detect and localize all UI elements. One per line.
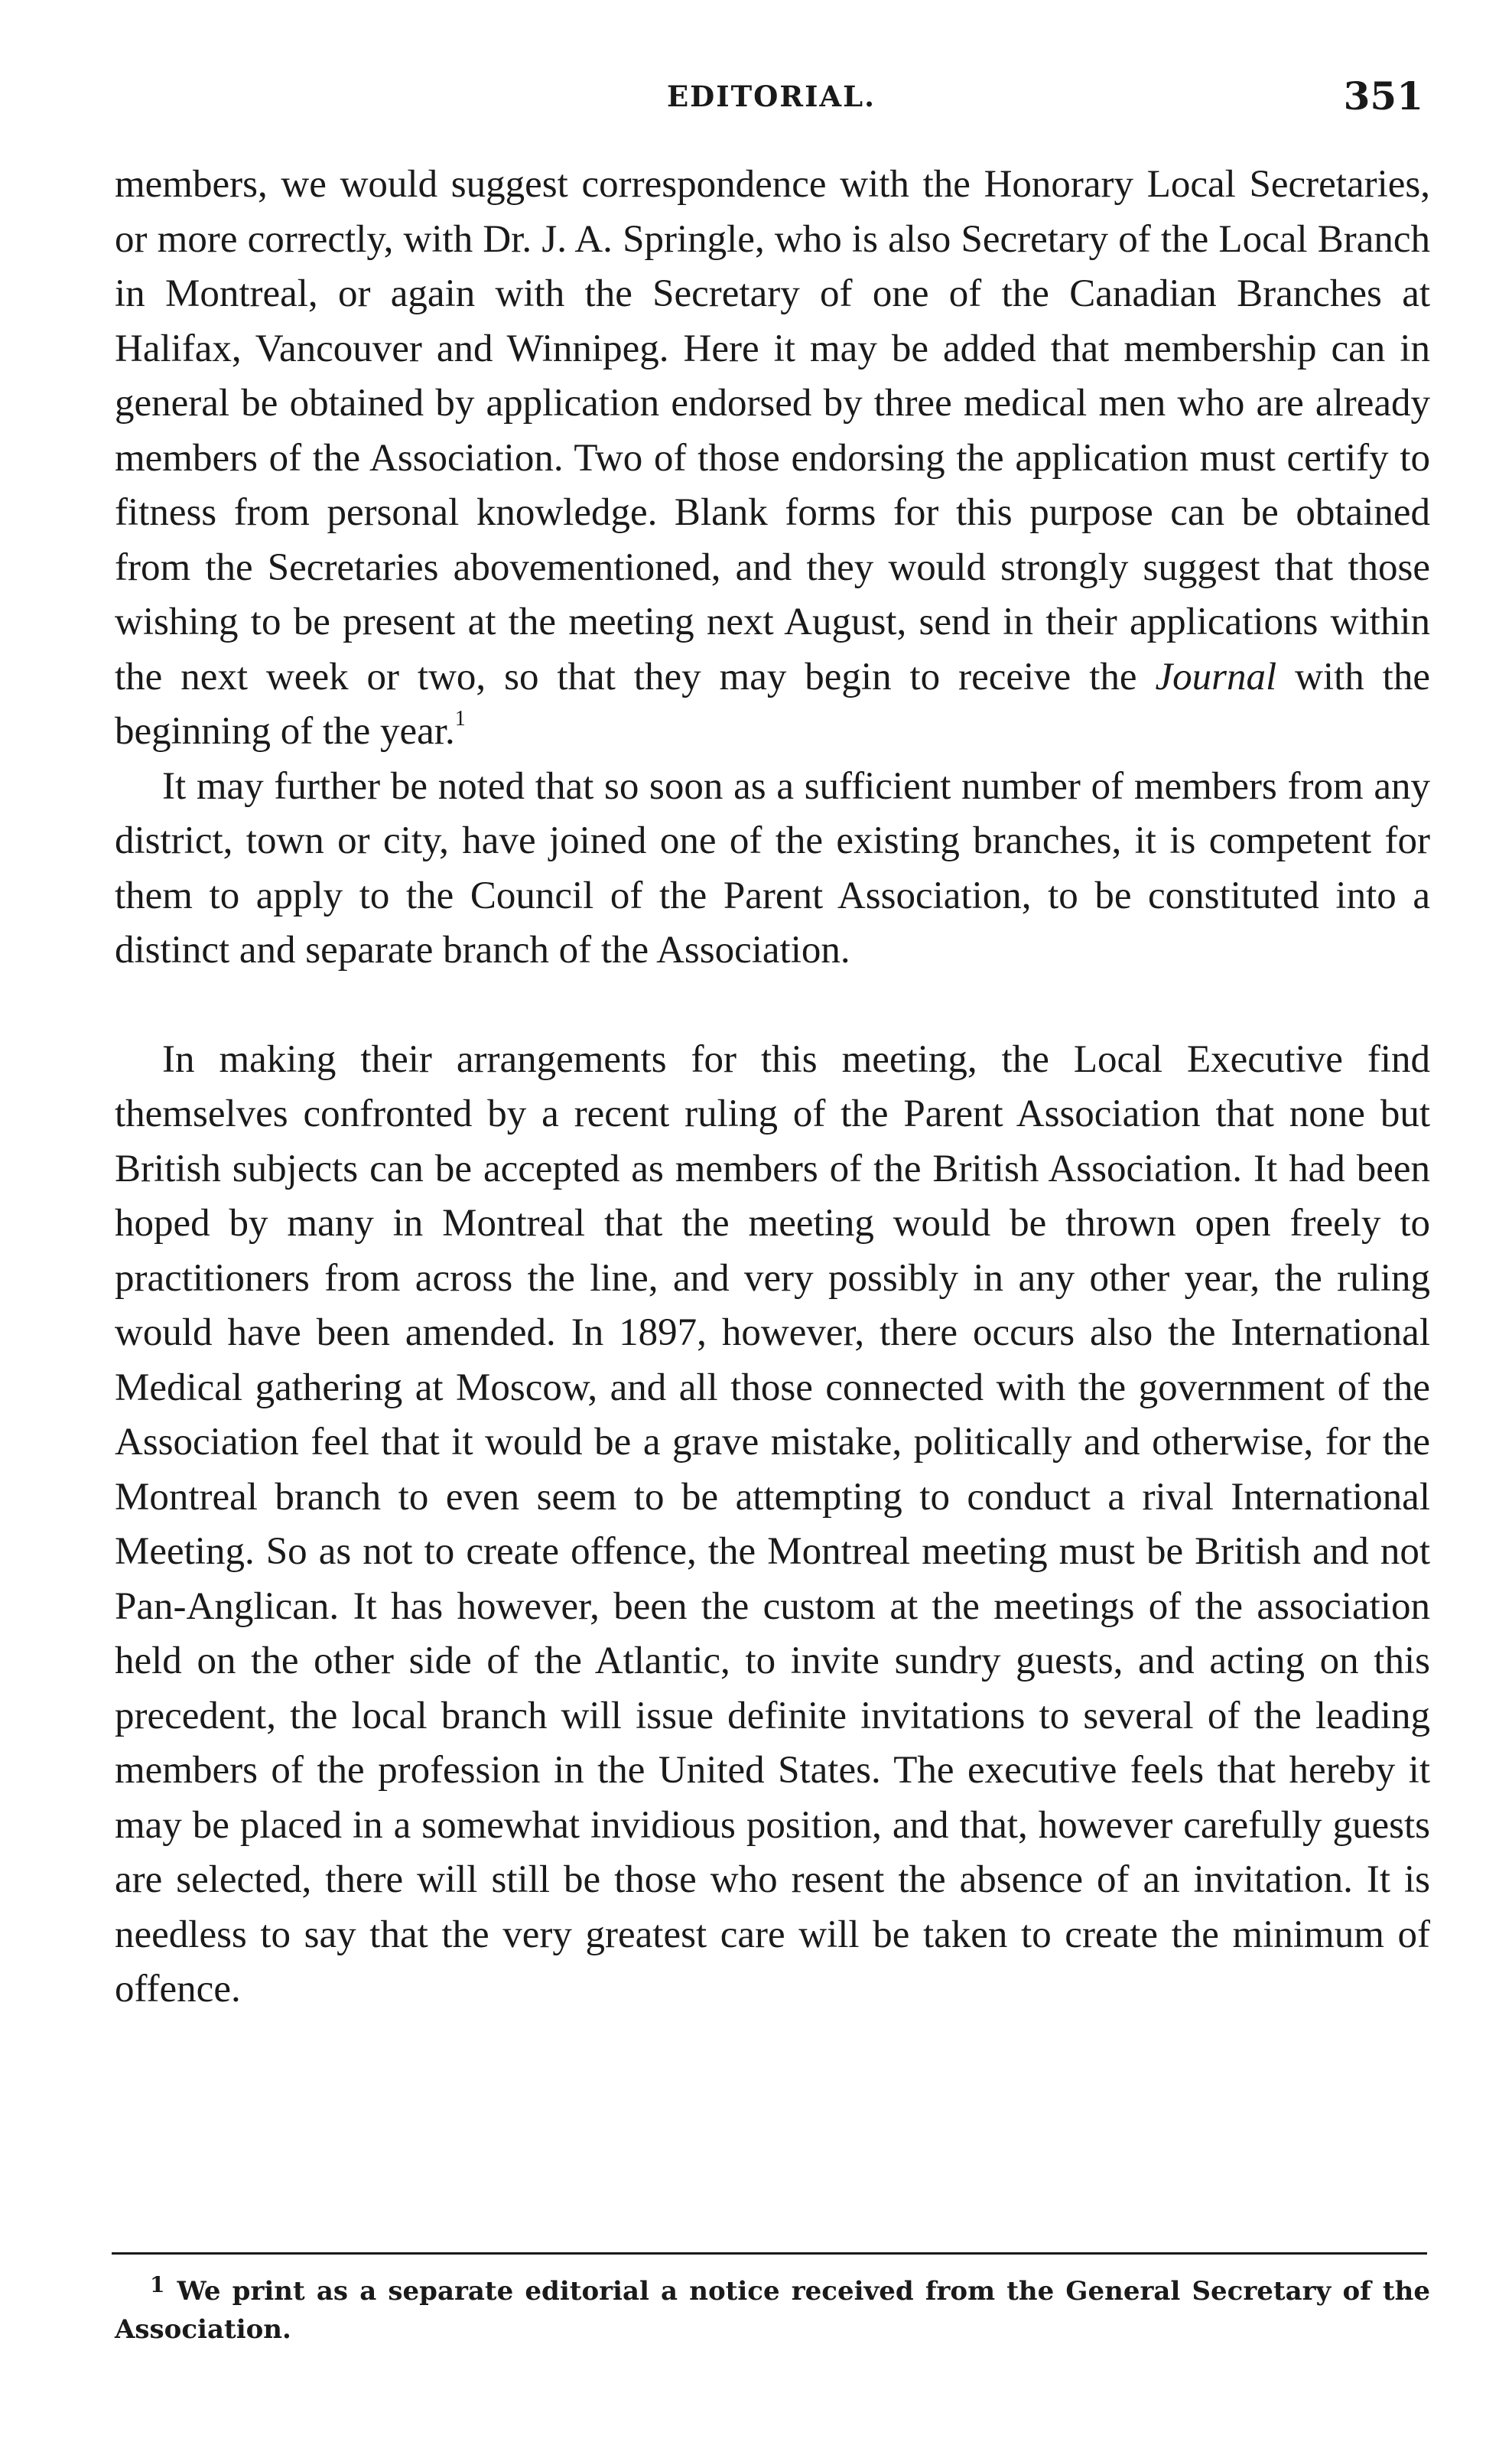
running-title: EDITORIAL. <box>666 80 876 113</box>
paragraph-text: members, we would suggest correspondence with the Honorary Local Secretaries, or more correctly, with Dr. J. A. Springle, who is also Secretary of the Local Branch in Montreal, or again with the Secretary of one of the Canadian Branches at Halifax, Vancouver and Winnipeg. Here it may be added that membership can in general be obtained by application endorsed by three medical men who are already members of the Association. Two of those endorsing the application must certify to fitness from personal knowledge. Blank forms for this purpose can be obtained from the Secretaries abovementioned, and they would strongly suggest that those wishing to be present at the meeting next August, send in their applications within the next week or two, so that they may begin to receive the <box>115 163 1430 698</box>
paragraph-arrangements: In making their arrangements for this meeting, the Local Executive find themselves confronted by a recent ruling of the Parent Association that none but British subjects can be accepted as members of the British Association. It had been hoped by many in Montreal that the meeting would be thrown open freely to practitioners from across the line, and very possibly in any other year, the ruling would have been amended. In 1897, however, there occurs also the International Medical gathering at Moscow, and all those connected with the government of the Association feel that it would be a grave mistake, politically and otherwise, for the Montreal branch to even seem to be attempting to conduct a rival International Meeting. So as not to create offence, the Montreal meeting must be British and not Pan-Anglican. It has however, been the custom at the meetings of the association held on the other side of the Atlantic, to invite sundry guests, and acting on this precedent, the local branch will issue definite invitations to several of the leading members of the profession in the United States. The executive feels that hereby it may be placed in a somewhat invidious position, and that, however carefully guests are selected, there will still be those who resent the absence of an invitation. It is needless to say that the very greatest care will be taken to create the minimum of offence. <box>115 1037 1430 2011</box>
paragraph-membership <box>115 158 1430 760</box>
running-head <box>115 73 1428 119</box>
footnote <box>115 2266 1430 2349</box>
body-text <box>115 158 1430 2017</box>
footnote-reference: 1 <box>454 707 466 731</box>
footnote-divider <box>112 2252 1427 2255</box>
journal-title: Journal <box>1155 655 1277 698</box>
paragraph-text-end: with the beginning of the year. <box>115 655 1430 753</box>
footnote-text: We print as a separate editorial a notice received from the General Secretary of the Association. <box>115 2276 1430 2345</box>
page-number: 351 <box>1343 73 1423 119</box>
paragraph-gap <box>115 978 1430 1033</box>
paragraph-branches: It may further be noted that so soon as a sufficient number of members from any district, town or city, have joined one of the existing branches, it is competent for them to apply to the Council of the Parent Association, to be constituted into a distinct and separate branch of the Association. <box>115 764 1430 972</box>
footnote-marker: 1 <box>150 2272 165 2297</box>
